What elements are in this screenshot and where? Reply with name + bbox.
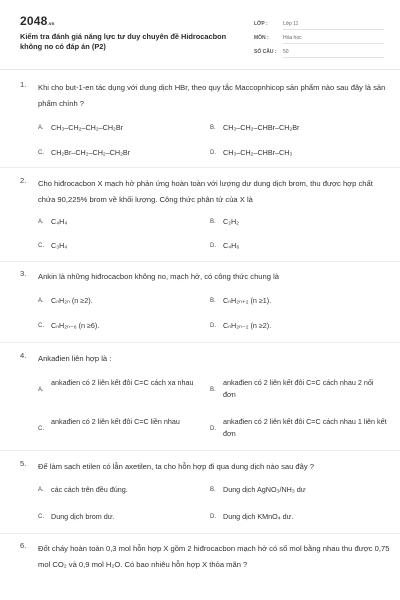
option-letter: C. — [38, 323, 44, 329]
meta-label: MÔN : — [254, 35, 269, 41]
option-text: các cách trên đều đúng. — [51, 485, 128, 494]
option-letter: B. — [210, 219, 216, 225]
question-divider — [0, 450, 400, 451]
option-d[interactable] — [210, 240, 385, 252]
option-text: C₃H₄ — [51, 241, 68, 250]
option-text: Dung dịch KMnO₄ dư. — [223, 512, 294, 521]
option-a[interactable] — [38, 216, 203, 228]
option-letter: C. — [38, 426, 44, 432]
option-text: CₙH₂ₙ (n ≥2). — [51, 296, 93, 305]
question-divider — [0, 533, 400, 534]
header-divider — [0, 69, 400, 70]
option-text: CₙH₂ₙ₊₂ (n ≥1). — [223, 296, 272, 305]
option-c[interactable] — [38, 147, 203, 159]
option-letter: C. — [38, 243, 44, 249]
option-letter: B. — [210, 298, 216, 304]
option-text: C₄H₄ — [51, 217, 68, 226]
option-letter: A. — [38, 387, 44, 393]
option-letter: C. — [38, 514, 44, 520]
option-text: CH₃–CH₂–CHBr–CH₂Br — [223, 123, 300, 132]
option-a[interactable] — [38, 122, 203, 134]
question-divider — [0, 261, 400, 262]
question-2 — [20, 176, 392, 207]
meta-value: Hóa học — [283, 32, 384, 44]
question-4 — [20, 351, 392, 367]
question-number: 3. — [20, 269, 27, 278]
meta-row-class — [254, 18, 384, 30]
question-text: Để làm sạch etilen có lẫn axetilen, ta cho hỗn hợp đi qua dung dịch nào sau đây ? — [38, 462, 315, 471]
meta-value: Lớp 11 — [283, 18, 384, 30]
question-number: 5. — [20, 459, 27, 468]
option-d[interactable] — [210, 147, 385, 159]
option-letter: B. — [210, 387, 216, 393]
option-letter: D. — [210, 426, 216, 432]
option-b[interactable] — [210, 216, 385, 228]
option-a[interactable] — [38, 484, 203, 496]
meta-row-count — [254, 46, 384, 58]
question-text: Khi cho but-1-en tác dụng với dung dịch HBr, theo quy tắc Maccopnhicop sản phẩm nào sau đây là sản phẩm chính ? — [38, 83, 386, 108]
option-text: CH₃–CH₂–CH₂–CH₂Br — [51, 123, 124, 132]
meta-label: LỚP : — [254, 21, 268, 27]
question-text: Cho hiđrocacbon X mạch hở phản ứng hoàn toàn với lượng dư dung dịch brom, thu được hợp chất chứa 90,225% brom về khối lượng. Công thức phân tử của X là — [38, 179, 373, 204]
option-letter: D. — [210, 514, 216, 520]
option-letter: A. — [38, 219, 44, 225]
option-text: CₙH₂ₙ₋₆ (n ≥6). — [51, 321, 100, 330]
option-c[interactable] — [38, 416, 206, 435]
option-letter: A. — [38, 125, 44, 131]
option-b[interactable] — [210, 122, 385, 134]
meta-row-subject — [254, 32, 384, 44]
question-number: 2. — [20, 176, 27, 185]
option-text: ankađien có 2 liên kết đôi C=C cách nhau 2 nối đơn — [223, 378, 374, 399]
option-text: CH₃–CH₂–CHBr–CH₃ — [223, 148, 293, 157]
option-letter: A. — [38, 298, 44, 304]
question-6 — [20, 541, 392, 572]
option-d[interactable] — [210, 416, 388, 440]
option-c[interactable] — [38, 240, 203, 252]
question-5 — [20, 459, 392, 475]
option-text: Dung dịch brom dư. — [51, 512, 115, 521]
logo-suffix: .vn — [47, 21, 55, 26]
meta-label: SỐ CÂU : — [254, 49, 277, 55]
question-divider — [0, 342, 400, 343]
logo-main: 2048 — [20, 14, 48, 28]
option-b[interactable] — [210, 484, 385, 496]
option-text: CH₂Br–CH₂–CH₂–CH₂Br — [51, 148, 131, 157]
option-letter: C. — [38, 150, 44, 156]
question-text: Ankađien liên hợp là : — [38, 354, 112, 363]
option-text: Dung dịch AgNO₃/NH₃ dư — [223, 485, 306, 494]
question-text: Đốt cháy hoàn toàn 0,3 mol hỗn hợp X gồm 2 hiđrocacbon mạch hở có số mol bằng nhau thu được 0,75 mol CO₂ và 0,9 mol H₂O. Có bao nhiêu hỗn hợp X thỏa mãn ? — [38, 544, 390, 569]
question-divider — [0, 167, 400, 168]
page-title: Kiểm tra đánh giá năng lực tư duy chuyên đề Hidrocacbon không no có đáp án (P2) — [20, 32, 227, 51]
page-header — [0, 0, 400, 66]
question-number: 6. — [20, 541, 27, 550]
option-letter: A. — [38, 487, 44, 493]
option-b[interactable] — [210, 377, 388, 401]
option-text: C₄H₆ — [223, 241, 240, 250]
exam-meta — [254, 18, 384, 60]
option-letter: B. — [210, 487, 216, 493]
option-letter: D. — [210, 243, 216, 249]
option-d[interactable] — [210, 320, 385, 332]
option-a[interactable] — [38, 377, 206, 396]
option-text: C₂H₂ — [223, 217, 239, 226]
option-text: ankađien có 2 liên kết đôi C=C cách xa nhau — [51, 378, 194, 387]
option-text: CₙH₂ₙ₋₂ (n ≥2). — [223, 321, 272, 330]
site-logo[interactable] — [20, 14, 55, 28]
option-c[interactable] — [38, 320, 203, 332]
option-text: ankađien có 2 liên kết đôi C=C cách nhau 1 liên kết đơn — [223, 417, 387, 438]
question-3 — [20, 269, 392, 285]
question-text: Ankin là những hiđrocacbon không no, mạch hở, có công thức chung là — [38, 272, 280, 281]
option-text: ankađien có 2 liên kết đôi C=C liền nhau — [51, 417, 180, 426]
option-b[interactable] — [210, 295, 385, 307]
meta-value: 50 — [283, 46, 384, 58]
question-number: 4. — [20, 351, 27, 360]
question-1 — [20, 80, 392, 111]
option-letter: B. — [210, 125, 216, 131]
question-number: 1. — [20, 80, 27, 89]
option-d[interactable] — [210, 511, 385, 523]
option-letter: D. — [210, 323, 216, 329]
option-letter: D. — [210, 150, 216, 156]
option-a[interactable] — [38, 295, 203, 307]
option-c[interactable] — [38, 511, 203, 523]
